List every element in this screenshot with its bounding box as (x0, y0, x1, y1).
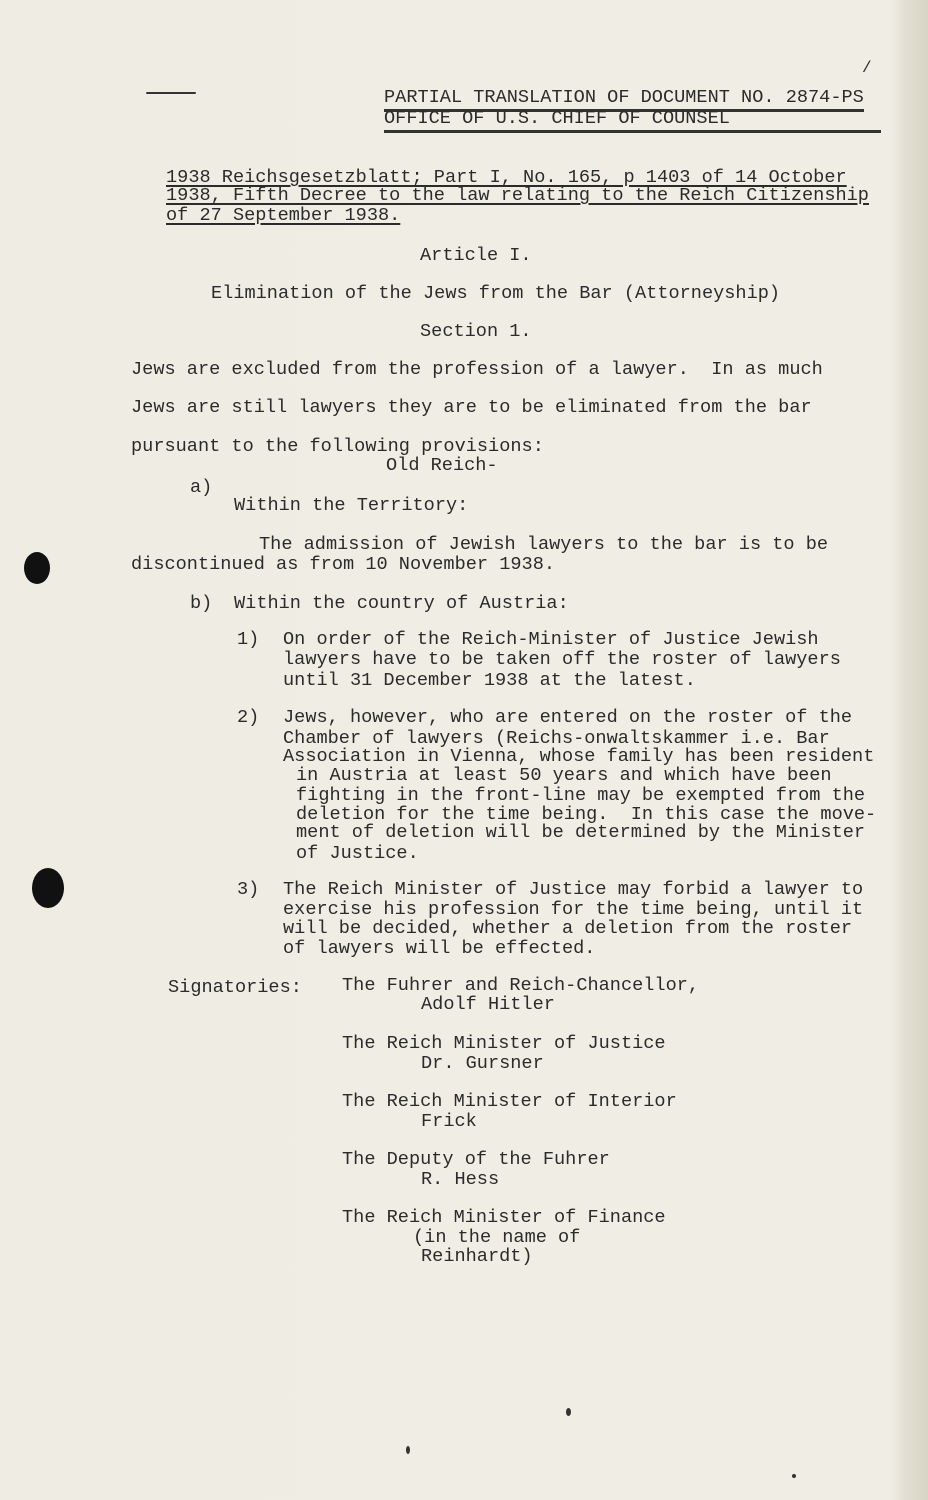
body-line: pursuant to the following provisions: (131, 436, 544, 457)
page-mark: / (862, 59, 872, 77)
body-line: in Austria at least 50 years and which have been (296, 765, 832, 786)
signatory-name: Adolf Hitler (421, 994, 555, 1015)
body-line: discontinued as from 10 November 1938. (131, 554, 556, 575)
body-line: Chamber of lawyers (Reichs-onwaltskammer i.e. Bar (283, 728, 830, 749)
body-line: The admission of Jewish lawyers to the bar is to be (259, 534, 829, 555)
body-line: will be decided, whether a deletion from the roster (283, 918, 853, 939)
signatory-name: Dr. Gursner (421, 1053, 544, 1074)
body-line: Association in Vienna, whose family has been resident (283, 746, 875, 767)
citation-line: 1938 Reichsgesetzblatt; Part I, No. 165, p 1403 of 14 October (166, 167, 847, 188)
body-line: deletion for the time being. In this case the move- (296, 804, 877, 825)
speck (406, 1446, 410, 1454)
body-line: Jews are excluded from the profession of a lawyer. In as much (131, 359, 823, 380)
signatory-name: R. Hess (421, 1169, 500, 1190)
citation-line: 1938, Fifth Decree to the law relating to the Reich Citizenship (166, 185, 869, 206)
signatory-title: The Reich Minister of Justice (342, 1033, 666, 1054)
body-line: exercise his profession for the time being, until it (283, 899, 864, 920)
punch-hole-mark (32, 868, 64, 908)
article-title: Elimination of the Jews from the Bar (Attorneyship) (211, 283, 781, 304)
body-line: The Reich Minister of Justice may forbid a lawyer to (283, 879, 864, 900)
speck (792, 1474, 796, 1478)
subheading-old-reich: Old Reich- (386, 455, 498, 476)
signatory-name: Frick (421, 1111, 477, 1132)
signatory-title: The Deputy of the Fuhrer (342, 1149, 610, 1170)
item-number: 3) (237, 879, 260, 900)
section-heading: Section 1. (420, 321, 532, 342)
signatory-title: The Fuhrer and Reich-Chancellor, (342, 975, 700, 996)
signatory-name: (in the name of (413, 1227, 581, 1248)
signatory-title: The Reich Minister of Interior (342, 1091, 677, 1112)
item-label-a: a) (190, 477, 213, 498)
item-number: 1) (237, 629, 260, 650)
signatories-label: Signatories: (168, 977, 302, 998)
signatory-name: Reinhardt) (421, 1246, 533, 1267)
item-label-b: b) (190, 593, 213, 614)
punch-hole-mark (24, 552, 50, 584)
article-heading: Article I. (420, 245, 532, 266)
body-line: ment of deletion will be determined by the Minister (296, 822, 866, 843)
signatory-title: The Reich Minister of Finance (342, 1207, 666, 1228)
body-line: of Justice. (296, 843, 419, 864)
subheading-territory: Within the Territory: (234, 495, 469, 516)
header-title: PARTIAL TRANSLATION OF DOCUMENT NO. 2874-PS (384, 88, 864, 112)
body-line: of lawyers will be effected. (283, 938, 596, 959)
body-line: lawyers have to be taken off the roster of lawyers (283, 649, 841, 670)
body-line: Jews, however, who are entered on the roster of the (283, 707, 853, 728)
header-office: OFFICE OF U.S. CHIEF OF COUNSEL (384, 109, 881, 133)
speck (146, 92, 196, 94)
speck (566, 1408, 571, 1416)
body-line: fighting in the front-line may be exempted from the (296, 785, 866, 806)
subheading-austria: Within the country of Austria: (234, 593, 569, 614)
body-line: Jews are still lawyers they are to be eliminated from the bar (131, 397, 812, 418)
body-line: until 31 December 1938 at the latest. (283, 670, 696, 691)
citation-line: of 27 September 1938. (166, 205, 401, 226)
body-line: On order of the Reich-Minister of Justice Jewish (283, 629, 819, 650)
item-number: 2) (237, 707, 260, 728)
